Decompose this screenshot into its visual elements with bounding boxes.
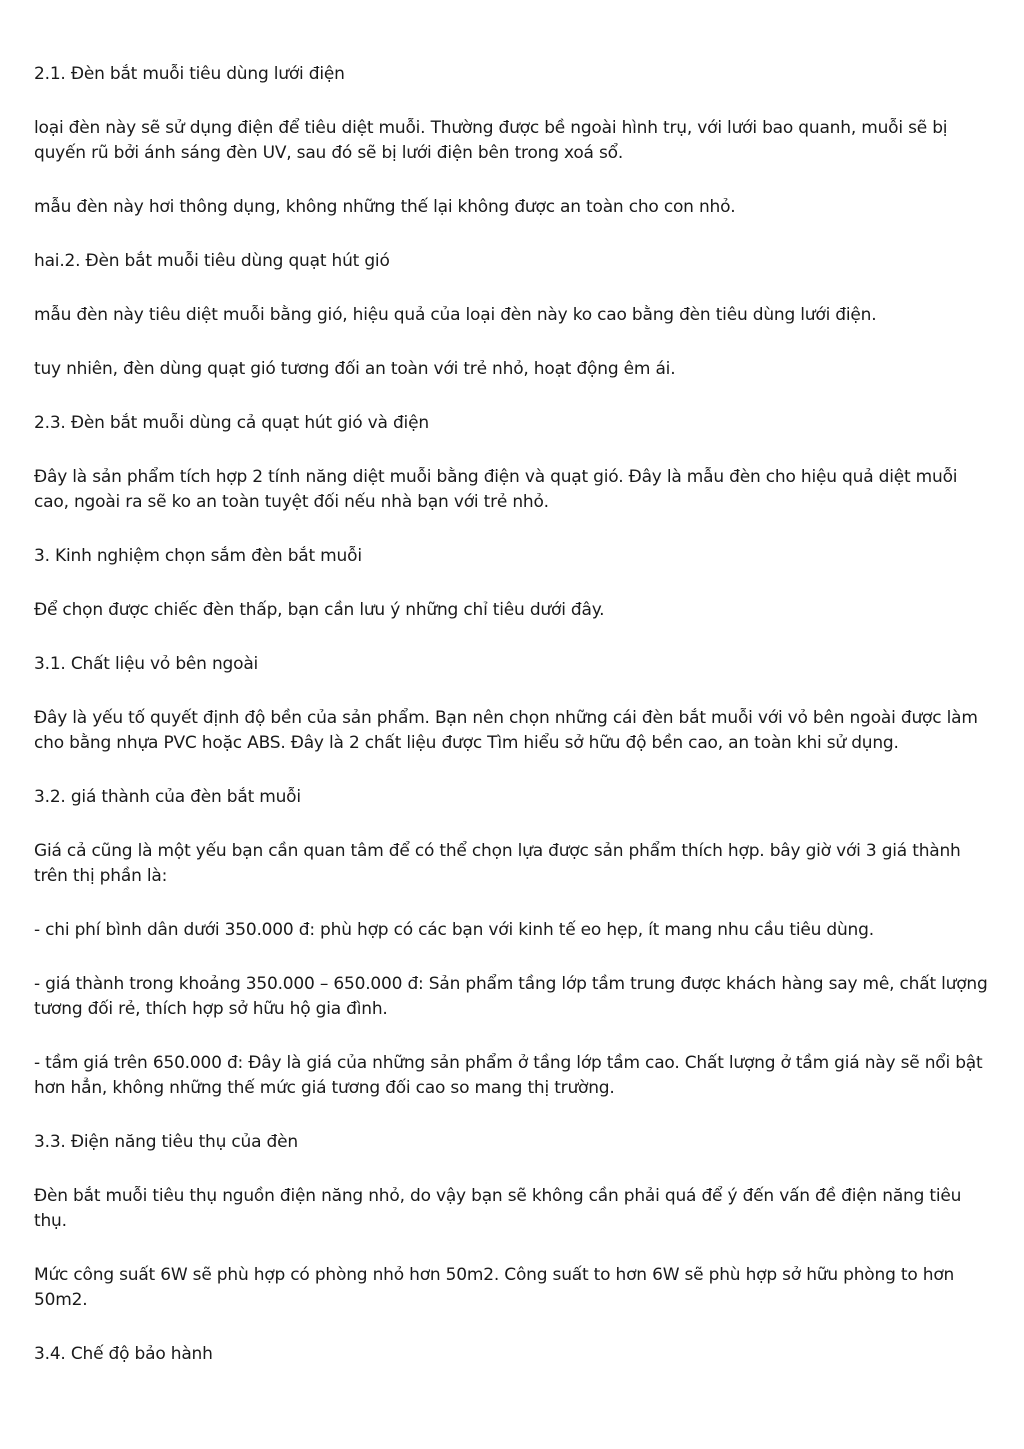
heading-2-1: 2.1. Đèn bắt muỗi tiêu dùng lưới điện: [34, 64, 345, 84]
heading-3-4: 3.4. Chế độ bảo hành: [34, 1344, 213, 1364]
list-item-price-low: - chi phí bình dân dưới 350.000 đ: phù hợp có các bạn với kinh tế eo hẹp, ít mang nhu cầu tiêu dùng.: [34, 920, 874, 940]
paragraph-selection-intro: Để chọn được chiếc đèn thấp, bạn cần lưu ý những chỉ tiêu dưới đây.: [34, 600, 605, 620]
list-item-price-high: - tầm giá trên 650.000 đ: Đây là giá của những sản phẩm ở tầng lớp tầm cao. Chất lượng ở tầm giá này sẽ nổi bật hơn hẳn, không những thế mức giá tương đối cao so mang thị trường.: [34, 1053, 983, 1098]
paragraph-power-description: Đèn bắt muỗi tiêu thụ nguồn điện năng nhỏ, do vậy bạn sẽ không cần phải quá để ý đến vấn đề điện năng tiêu thụ.: [34, 1186, 962, 1231]
document-body: [34, 62, 990, 1396]
paragraph-fan-note: tuy nhiên, đèn dùng quạt gió tương đối an toàn với trẻ nhỏ, hoạt động êm ái.: [34, 359, 676, 379]
heading-3-3: 3.3. Điện năng tiêu thụ của đèn: [34, 1132, 298, 1152]
heading-3: 3. Kinh nghiệm chọn sắm đèn bắt muỗi: [34, 546, 362, 566]
paragraph-material-description: Đây là yếu tố quyết định độ bền của sản phẩm. Bạn nên chọn những cái đèn bắt muỗi với vỏ bên ngoài được làm cho bằng nhựa PVC hoặc ABS. Đây là 2 chất liệu được Tìm hiểu sở hữu độ bền cao, an toàn khi sử dụng.: [34, 708, 978, 753]
paragraph-electric-grid-note: mẫu đèn này hơi thông dụng, không những thế lại không được an toàn cho con nhỏ.: [34, 197, 736, 217]
paragraph-combined-description: Đây là sản phẩm tích hợp 2 tính năng diệt muỗi bằng điện và quạt gió. Đây là mẫu đèn cho hiệu quả diệt muỗi cao, ngoài ra sẽ ko an toàn tuyệt đối nếu nhà bạn với trẻ nhỏ.: [34, 467, 958, 512]
paragraph-power-guidance: Mức công suất 6W sẽ phù hợp có phòng nhỏ hơn 50m2. Công suất to hơn 6W sẽ phù hợp sở hữu phòng to hơn 50m2.: [34, 1265, 955, 1310]
list-item-price-mid: - giá thành trong khoảng 350.000 – 650.000 đ: Sản phẩm tầng lớp tầm trung được khách hàng say mê, chất lượng tương đối rẻ, thích hợp sở hữu hộ gia đình.: [34, 974, 988, 1019]
heading-2-3: 2.3. Đèn bắt muỗi dùng cả quạt hút gió và điện: [34, 413, 429, 433]
heading-3-1: 3.1. Chất liệu vỏ bên ngoài: [34, 654, 259, 674]
paragraph-fan-description: mẫu đèn này tiêu diệt muỗi bằng gió, hiệu quả của loại đèn này ko cao bằng đèn tiêu dùng lưới điện.: [34, 305, 877, 325]
paragraph-electric-grid-description: loại đèn này sẽ sử dụng điện để tiêu diệt muỗi. Thường được bề ngoài hình trụ, với lưới bao quanh, muỗi sẽ bị quyến rũ bởi ánh sáng đèn UV, sau đó sẽ bị lưới điện bên trong xoá sổ.: [34, 118, 948, 163]
paragraph-price-intro: Giá cả cũng là một yếu bạn cần quan tâm để có thể chọn lựa được sản phẩm thích hợp. bây giờ với 3 giá thành trên thị phần là:: [34, 841, 961, 886]
heading-2-2: hai.2. Đèn bắt muỗi tiêu dùng quạt hút gió: [34, 251, 390, 271]
heading-3-2: 3.2. giá thành của đèn bắt muỗi: [34, 787, 301, 807]
